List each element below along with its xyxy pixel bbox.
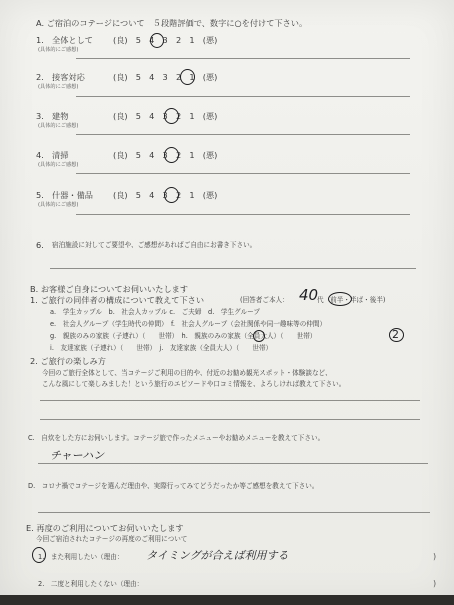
- h-household-count: 2: [392, 328, 399, 341]
- section-b-q2-text-1: 今回のご旅行全体として、当コテージご利用の目的や、付近のお勧め観光スポット・体験談など、: [42, 369, 332, 377]
- item-3-number: 3.: [36, 111, 44, 121]
- section-d-header: D. コロナ禍でコテージを選んだ理由や、実際行ってみてどうだったか等ご感想を教えて下さい。: [28, 482, 319, 490]
- option-1-close-paren: ): [433, 552, 437, 561]
- section-a-header: A. ご宿泊のコテージについて ５段階評価で、数字に○を付けて下さい。: [36, 18, 308, 28]
- section-c-answer: チャーハン: [50, 449, 105, 462]
- section-b-q1: 1. ご旅行の同伴者の構成について教えて下さい: [30, 295, 205, 305]
- age-circled-mark: [328, 292, 352, 306]
- item-3-detail-label: (具体的にご感想): [38, 123, 79, 129]
- item-1-scale: (良) 5 4 3 2 1 (悪): [113, 35, 218, 45]
- age-handwritten: 40: [299, 286, 319, 304]
- companion-options-g-h: g. 親族のみの家族（子連れ）（ 世帯） h. 親族のみの家族（全員大人）（ 世帯）: [50, 332, 317, 340]
- companion-options-a-d: a. 学生カップル b. 社会人カップル c. ご夫婦 d. 学生グループ: [50, 308, 260, 316]
- section-e-option-2: 2. 二度と利用したくない（理由：: [38, 580, 144, 588]
- item-4-scale: (良) 5 4 3 2 1 (悪): [113, 150, 218, 160]
- item-5-circled-mark: [164, 187, 179, 203]
- item-6-answer-line: [50, 268, 416, 269]
- item-1-detail-label: (具体的にご感想): [38, 47, 79, 53]
- section-c-header: C. 自炊をした方にお伺いします。コテージ旅で作ったメニューやお勧めメニューを教えて下さい。: [28, 434, 325, 442]
- option-2-close-paren: ): [433, 579, 437, 588]
- item-2-scale: (良) 5 4 3 2 1 (悪): [113, 72, 218, 82]
- age-prefix: (回答者ご本人：: [240, 296, 289, 304]
- item-2-answer-line: [76, 96, 410, 97]
- item-1-circled-mark: [150, 33, 164, 48]
- item-3-label: 建物: [52, 111, 69, 121]
- item-2-detail-label: (具体的にご感想): [38, 84, 79, 90]
- item-2-label: 接客対応: [52, 72, 85, 82]
- section-e-subheader: 今回ご宿泊されたコテージの再度のご利用について: [36, 535, 188, 543]
- item-4-label: 清掃: [52, 150, 69, 160]
- section-b-header: B. お客様ご自身についてお伺いいたします: [30, 284, 189, 294]
- section-c-answer-line: [38, 463, 428, 464]
- item-5-detail-label: (具体的にご感想): [38, 202, 79, 208]
- item-1-number: 1.: [36, 35, 44, 45]
- section-b-q2: 2. ご旅行の楽しみ方: [30, 356, 106, 366]
- item-1-answer-line: [76, 58, 410, 59]
- item-3-scale: (良) 5 4 3 2 1 (悪): [113, 111, 218, 121]
- item-5-scale: (良) 5 4 3 2 1 (悪): [113, 190, 218, 200]
- section-d-answer-line: [38, 512, 430, 513]
- item-6-number: 6.: [36, 240, 44, 250]
- item-5-number: 5.: [36, 190, 44, 200]
- item-5-label: 什器・備品: [52, 190, 93, 200]
- item-5-answer-line: [76, 214, 410, 215]
- section-b-answer-line-2: [40, 419, 420, 420]
- item-4-answer-line: [76, 173, 410, 174]
- item-6-prompt: 宿泊施設に対してご要望や、ご感想があればご自由にお書き下さい。: [52, 241, 257, 249]
- section-b-answer-line-1: [40, 400, 420, 401]
- item-2-number: 2.: [36, 72, 44, 82]
- item-1-label: 全体として: [52, 35, 93, 45]
- item-4-circled-mark: [164, 147, 179, 163]
- section-e-option-1-answer: タイミングが合えば利用する: [146, 549, 289, 562]
- item-3-circled-mark: [164, 108, 179, 124]
- h-count-circled-mark: [389, 328, 404, 342]
- item-4-number: 4.: [36, 150, 44, 160]
- companion-options-i-j: i. 友達家族（子連れ）（ 世帯） j. 友達家族（全員大人）（ 世帯）: [50, 344, 273, 352]
- item-3-answer-line: [76, 134, 410, 135]
- section-e-option-1: 1. また利用したい（理由：: [38, 553, 124, 561]
- age-suffix: 代 前半・半ば・後半): [317, 296, 386, 304]
- section-e-header: E. 再度のご利用についてお伺いいたします: [26, 523, 184, 533]
- section-b-q2-text-2: こんな風にして楽しみました！という旅行のエピソードや口コミ情報を、よろしければ教えて下さい。: [42, 380, 346, 388]
- table-surface-edge: [0, 595, 454, 605]
- option-h-circled-mark: [253, 330, 265, 342]
- option-1-circled-mark: [32, 547, 46, 563]
- item-2-circled-mark: [180, 69, 195, 85]
- item-4-detail-label: (具体的にご感想): [38, 162, 79, 168]
- companion-options-e-f: e. 社会人グループ（学生時代の仲間） f. 社会人グループ（会社関係や同一趣味等の仲間）: [50, 320, 327, 328]
